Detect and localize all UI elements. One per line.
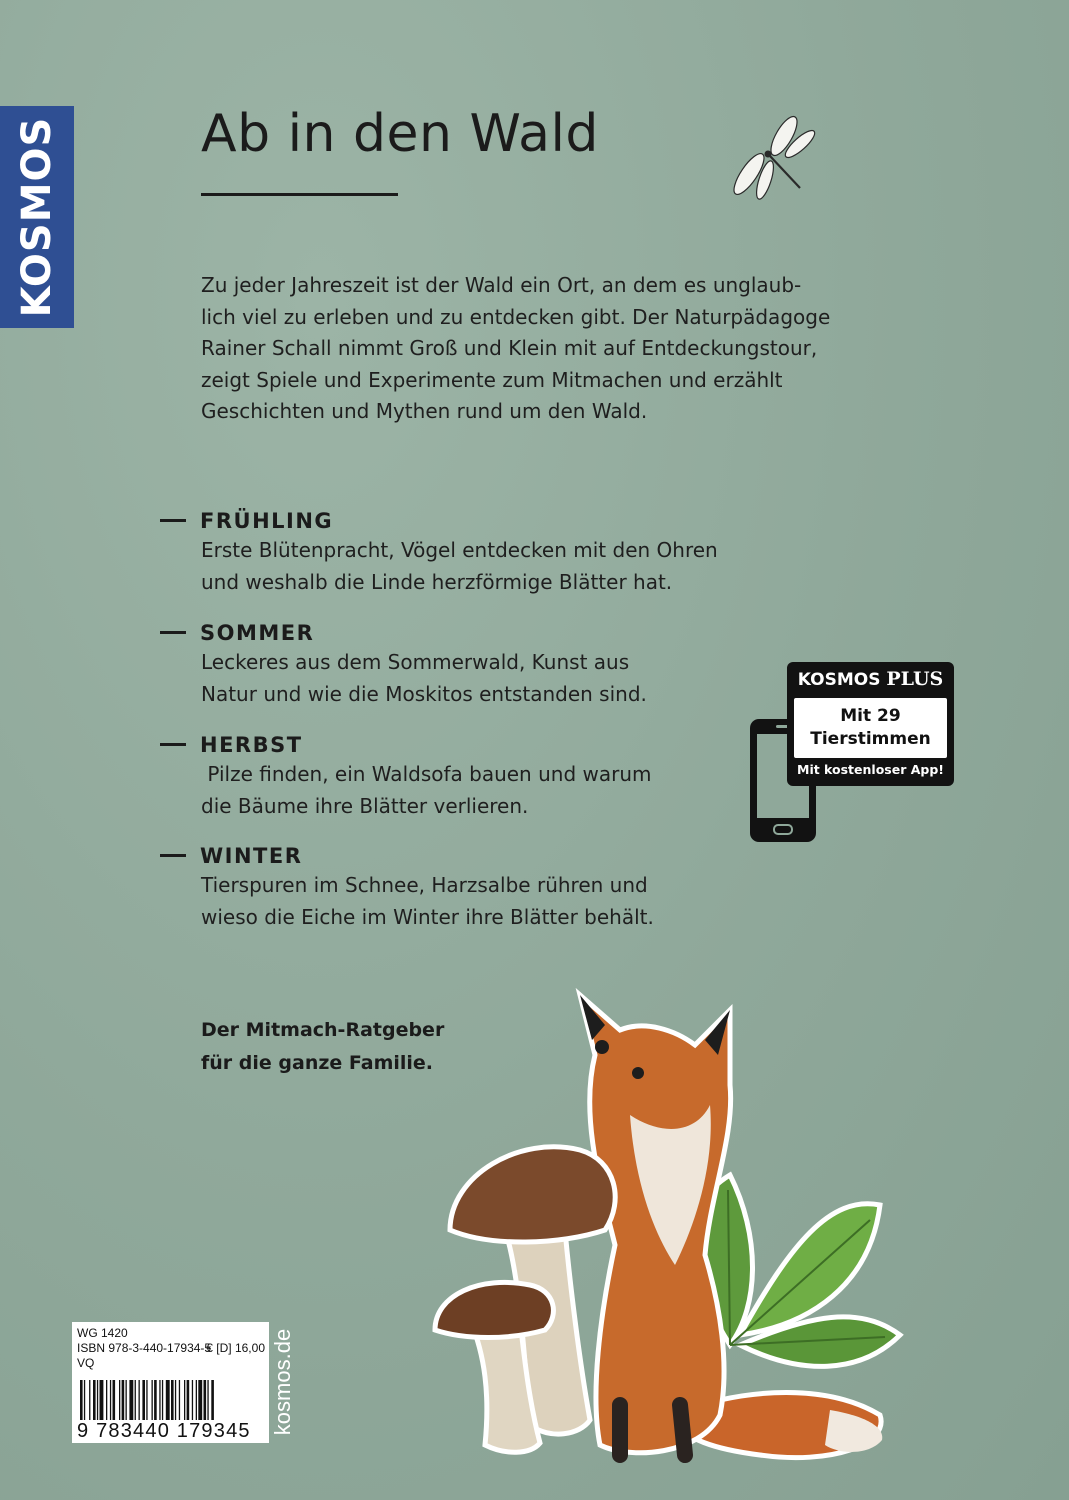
intro-line: zeigt Spiele und Experimente zum Mitmachen und erzählt	[201, 367, 783, 392]
tagline-line: für die ganze Familie.	[201, 1052, 434, 1074]
season-heading: HERBST	[200, 733, 303, 757]
season-text	[201, 759, 720, 822]
season-line: und weshalb die Linde herzförmige Blätter hat.	[201, 569, 673, 594]
kosmos-logo-tab	[0, 106, 74, 328]
season-line: Natur und wie die Moskitos entstanden sind.	[201, 681, 647, 706]
vq-code: VQ	[77, 1356, 95, 1370]
season-text	[201, 647, 720, 710]
tagline	[201, 1014, 444, 1080]
dash-marker	[160, 631, 186, 634]
barcode-digits: 9 783440 179345	[77, 1420, 251, 1442]
price-text: € [D] 16,00	[206, 1341, 265, 1355]
plus-brand: KOSMOS	[797, 670, 881, 690]
website-url: kosmos.de	[270, 1328, 295, 1436]
intro-line: Geschichten und Mythen rund um den Wald.	[201, 399, 648, 423]
kosmos-logo-text: KOSMOS	[14, 116, 60, 318]
season-line: Pilze finden, ein Waldsofa bauen und warum	[201, 762, 652, 786]
season-line: wieso die Eiche im Winter ihre Blätter behält.	[201, 904, 654, 929]
plus-feature-line: Mit 29	[840, 706, 901, 726]
season-text	[201, 870, 720, 933]
tagline-line: Der Mitmach-Ratgeber	[201, 1019, 445, 1041]
title-underline	[201, 193, 398, 196]
season-autumn	[160, 731, 720, 822]
plus-feature-line: Tierstimmen	[810, 729, 931, 749]
season-summer	[160, 619, 720, 710]
isbn-text: ISBN 978-3-440-17934-5	[77, 1341, 212, 1355]
dash-marker	[160, 519, 186, 522]
season-line: Tierspuren im Schnee, Harzsalbe rühren und	[201, 873, 648, 897]
season-winter	[160, 842, 720, 933]
dragonfly-icon	[722, 108, 822, 203]
plus-app-note: Mit kostenloser App!	[797, 762, 944, 777]
mushroom-illustration	[435, 1147, 615, 1452]
barcode-bars	[80, 1380, 265, 1420]
plus-feature-box	[794, 698, 947, 758]
barcode	[72, 1322, 269, 1443]
season-line: Leckeres aus dem Sommerwald, Kunst aus	[201, 650, 630, 674]
intro-paragraph	[201, 270, 841, 428]
plus-label: PLUS	[886, 668, 944, 690]
season-heading: FRÜHLING	[200, 509, 334, 533]
season-heading: SOMMER	[200, 621, 315, 645]
dash-marker	[160, 854, 186, 857]
wg-number: WG 1420	[77, 1326, 128, 1340]
fox-illustration	[430, 985, 910, 1475]
kosmos-plus-badge	[787, 662, 954, 786]
season-text	[201, 535, 720, 598]
intro-line: Rainer Schall nimmt Groß und Klein mit auf Entdeckungstour,	[201, 336, 818, 360]
season-line: Erste Blütenpracht, Vögel entdecken mit den Ohren	[201, 538, 718, 562]
intro-line: Zu jeder Jahreszeit ist der Wald ein Ort, an dem es unglaub-	[201, 273, 802, 297]
page-title: Ab in den Wald	[201, 104, 599, 164]
season-heading: WINTER	[200, 844, 303, 868]
dash-marker	[160, 743, 186, 746]
season-line: die Bäume ihre Blätter verlieren.	[201, 793, 529, 818]
intro-line: lich viel zu erleben und zu entdecken gibt. Der Naturpädagoge	[201, 304, 831, 329]
season-spring	[160, 507, 720, 598]
